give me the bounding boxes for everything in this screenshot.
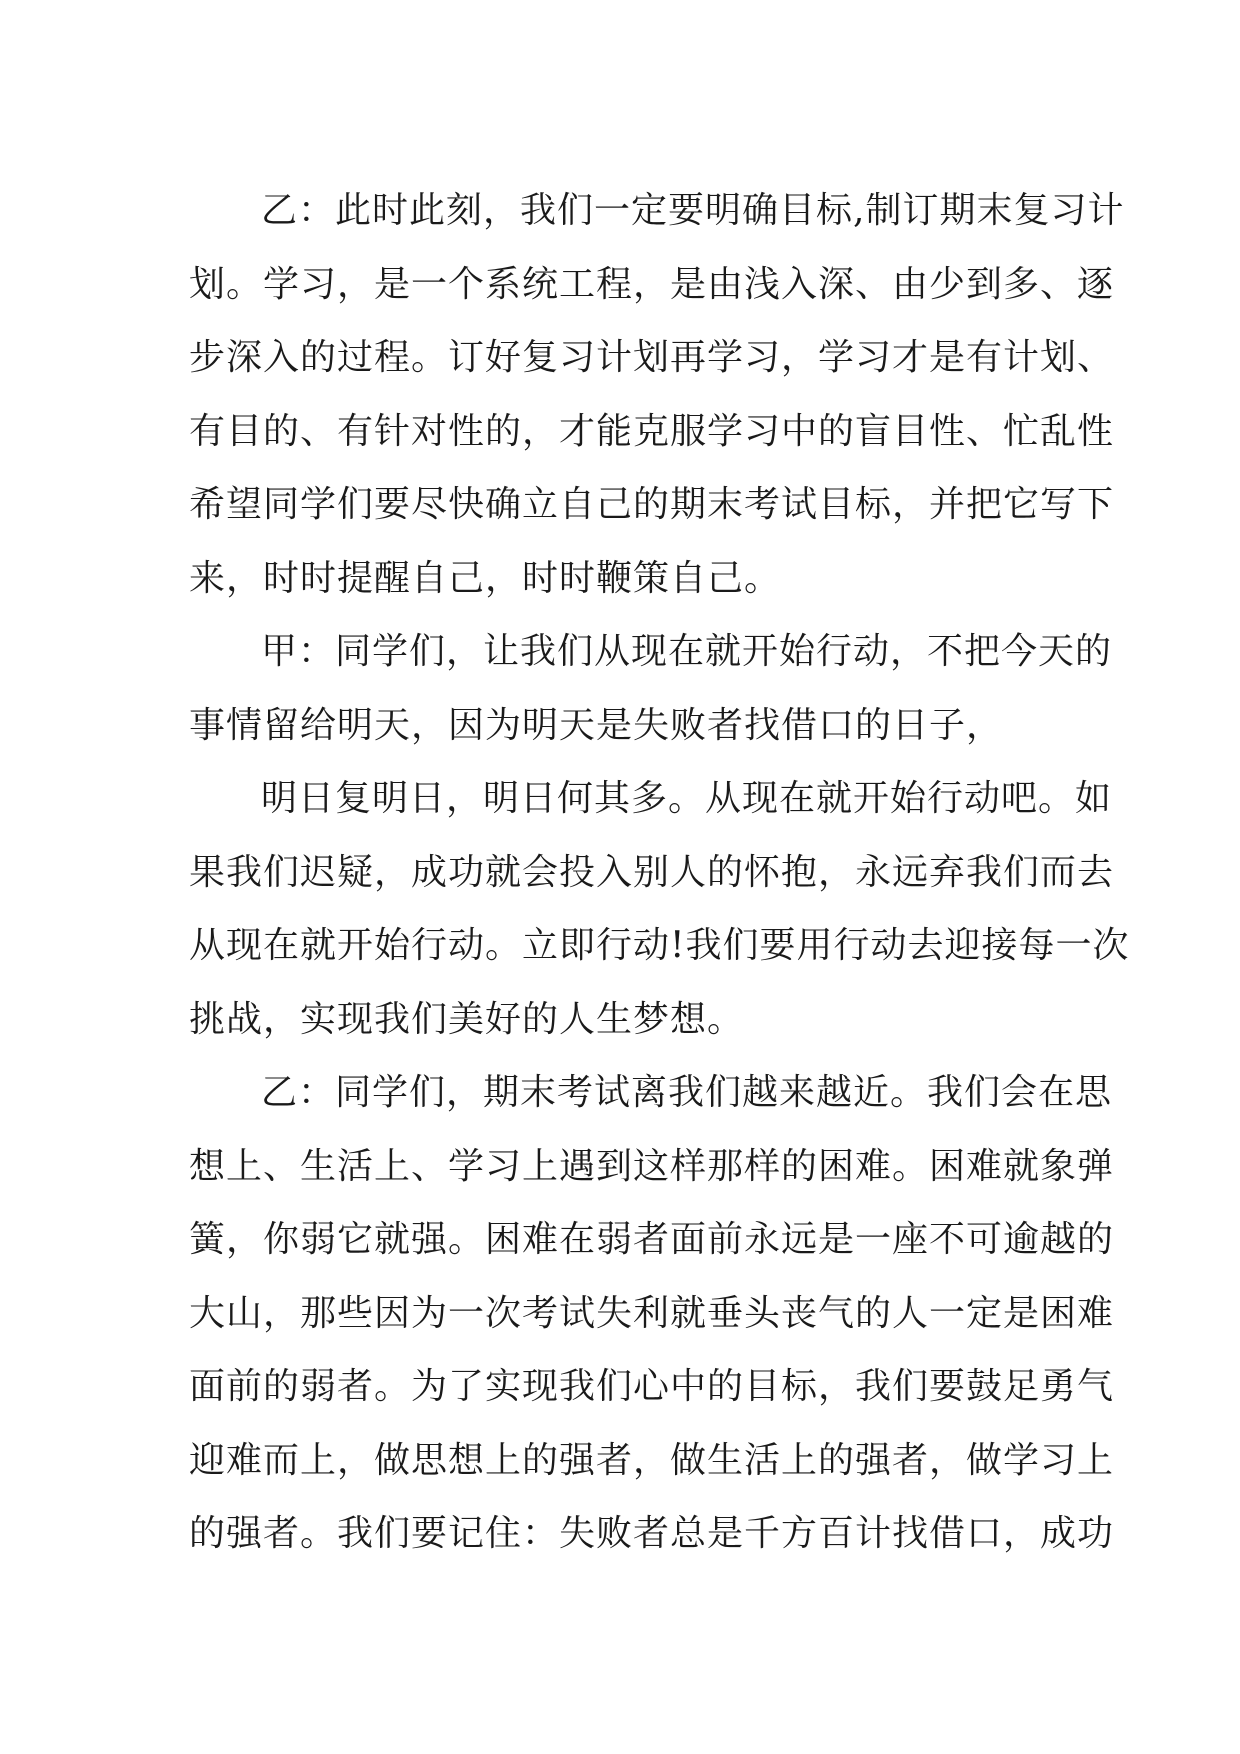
text-line: 乙：此时此刻，我们一定要明确目标,制订期末复习计	[261, 190, 1125, 231]
text-line: 乙：同学们，期末考试离我们越来越近。我们会在思	[261, 1072, 1113, 1113]
text-line: 面前的弱者。为了实现我们心中的目标，我们要鼓足勇气	[189, 1366, 1115, 1407]
text-line: 簧，你弱它就强。困难在弱者面前永远是一座不可逾越的	[189, 1219, 1115, 1260]
text-line: 的强者。我们要记住：失败者总是千方百计找借口，成功	[189, 1513, 1115, 1554]
text-line: 果我们迟疑，成功就会投入别人的怀抱，永远弃我们而去	[189, 851, 1115, 893]
text-line: 挑战，实现我们美好的人生梦想。	[189, 998, 745, 1040]
document-body	[189, 174, 1130, 1571]
text-line: 步深入的过程。订好复习计划再学习，学习才是有计划、	[189, 337, 1115, 378]
text-line: 大山，那些因为一次考试失利就垂头丧气的人一定是困难	[189, 1292, 1115, 1334]
text-line: 事情留给明天，因为明天是失败者找借口的日子，	[189, 704, 1004, 746]
text-line: 想上、生活上、学习上遇到这样那样的困难。困难就象弹	[189, 1145, 1115, 1187]
text-line: 划。学习，是一个系统工程，是由浅入深、由少到多、逐	[189, 263, 1115, 305]
text-line: 有目的、有针对性的，才能克服学习中的盲目性、忙乱性	[189, 410, 1115, 452]
text-line: 迎难而上，做思想上的强者，做生活上的强者，做学习上	[189, 1439, 1115, 1481]
text-line: 从现在就开始行动。立即行动!我们要用行动去迎接每一次	[189, 925, 1130, 966]
text-line: 来，时时提醒自己，时时鞭策自己。	[189, 557, 782, 599]
text-line: 明日复明日，明日何其多。从现在就开始行动吧。如	[261, 778, 1113, 819]
text-line: 希望同学们要尽快确立自己的期末考试目标，并把它写下	[189, 484, 1115, 525]
text-line: 甲：同学们，让我们从现在就开始行动，不把今天的	[261, 631, 1113, 672]
